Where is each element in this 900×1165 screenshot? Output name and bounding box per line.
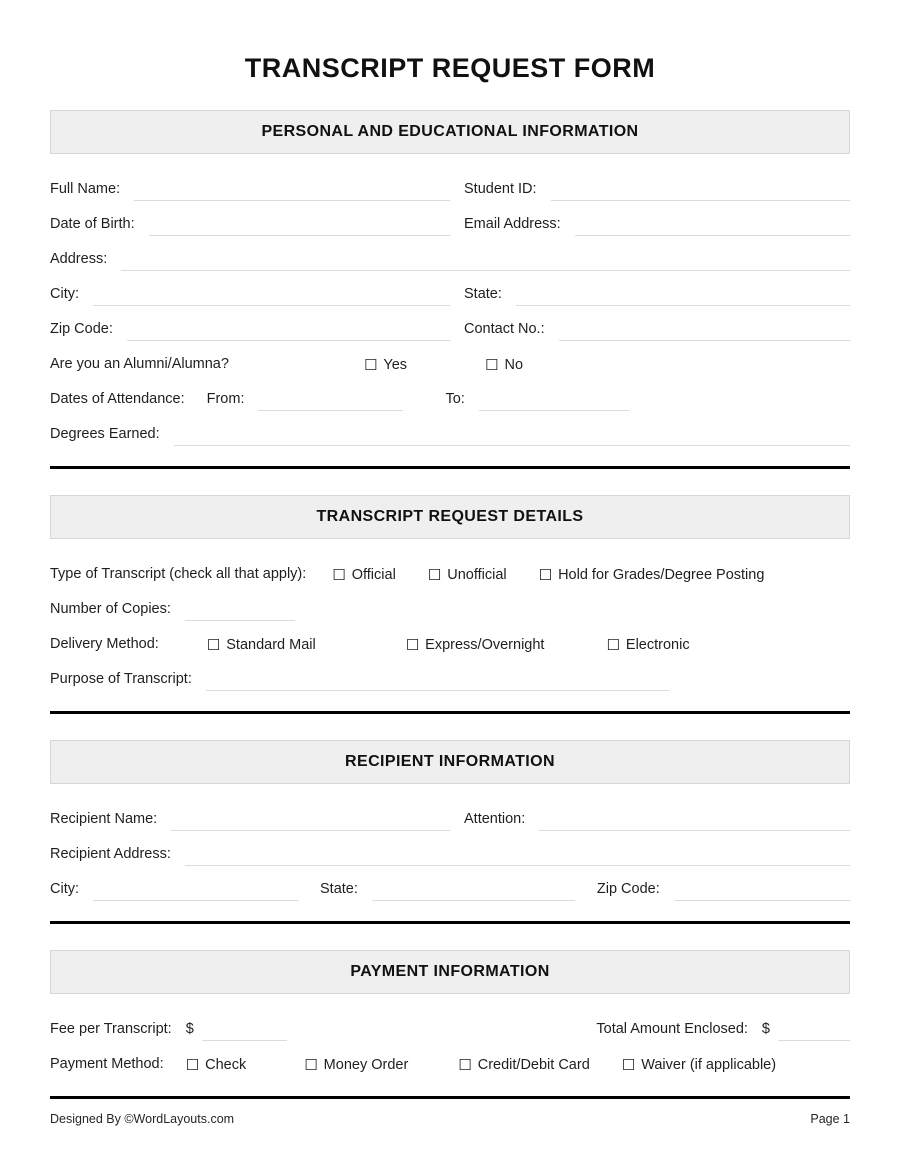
checkbox-icon: ☐ [363, 356, 378, 375]
row-recipient-name-attention [50, 796, 850, 831]
checkbox-alumni-no-label: No [504, 357, 524, 374]
section-header-personal [50, 110, 850, 154]
row-dates-of-attendance [50, 376, 850, 411]
row-zip-contact [50, 306, 850, 341]
checkbox-type-official-label: Official [351, 567, 396, 584]
checkbox-payment-check-label: Check [205, 1057, 247, 1074]
row-recipient-city-state-zip [50, 866, 850, 901]
label-recipient-city: City: [50, 881, 79, 898]
checkbox-icon: ☐ [538, 566, 553, 585]
label-fee-per-transcript: Fee per Transcript: [50, 1021, 172, 1038]
checkbox-icon: ☐ [485, 356, 499, 375]
input-recipient-zip-code[interactable] [674, 881, 850, 901]
label-recipient-name: Recipient Name: [50, 811, 158, 828]
label-purpose-of-transcript: Purpose of Transcript: [50, 671, 192, 688]
input-student-id[interactable] [551, 181, 850, 201]
label-recipient-state: State: [320, 881, 358, 898]
checkbox-type-official[interactable] [332, 567, 396, 586]
input-recipient-state[interactable] [372, 881, 575, 901]
input-purpose-of-transcript[interactable] [206, 671, 669, 691]
row-delivery-method [50, 621, 850, 656]
label-degrees-earned: Degrees Earned: [50, 426, 160, 443]
checkbox-alumni-yes[interactable] [364, 357, 407, 376]
checkbox-payment-money-order-label: Money Order [323, 1057, 409, 1074]
input-city[interactable] [93, 286, 450, 306]
checkbox-delivery-standard-mail-label: Standard Mail [226, 637, 316, 654]
checkbox-delivery-electronic[interactable] [606, 637, 689, 656]
input-address[interactable] [121, 251, 850, 271]
row-degrees-earned [50, 411, 850, 446]
label-state: State: [464, 286, 502, 303]
row-recipient-address [50, 831, 850, 866]
label-attention: Attention: [464, 811, 526, 828]
checkbox-delivery-standard-mail[interactable] [207, 637, 316, 656]
label-dates-of-attendance: Dates of Attendance: [50, 391, 185, 408]
checkbox-payment-waiver-label: Waiver (if applicable) [641, 1057, 777, 1074]
input-recipient-city[interactable] [93, 881, 298, 901]
input-contact-no[interactable] [559, 321, 850, 341]
footer-page-number: Page 1 [810, 1112, 850, 1127]
label-delivery-method: Delivery Method: [50, 636, 159, 653]
row-city-state [50, 271, 850, 306]
row-type-of-transcript [50, 551, 850, 586]
checkbox-icon: ☐ [621, 1056, 636, 1075]
label-email-address: Email Address: [464, 216, 561, 233]
request-details-fields [50, 539, 850, 691]
label-zip-code: Zip Code: [50, 321, 113, 338]
checkbox-alumni-no[interactable] [485, 357, 523, 376]
checkbox-type-unofficial-label: Unofficial [447, 567, 507, 584]
input-recipient-name[interactable] [171, 811, 450, 831]
label-recipient-zip-code: Zip Code: [596, 881, 660, 898]
row-dob-email [50, 201, 850, 236]
checkbox-delivery-express-label: Express/Overnight [425, 637, 545, 654]
checkbox-icon: ☐ [427, 566, 442, 585]
label-recipient-address: Recipient Address: [50, 846, 171, 863]
label-total-amount-enclosed: Total Amount Enclosed: [596, 1021, 748, 1038]
checkbox-payment-money-order[interactable] [304, 1057, 408, 1076]
personal-fields [50, 154, 850, 446]
label-alumni-question: Are you an Alumni/Alumna? [50, 356, 229, 373]
label-number-of-copies: Number of Copies: [50, 601, 171, 618]
label-city: City: [50, 286, 79, 303]
input-fee-per-transcript[interactable] [202, 1021, 287, 1041]
section-header-recipient [50, 740, 850, 784]
checkbox-icon: ☐ [332, 566, 346, 585]
footer-credit: Designed By ©WordLayouts.com [50, 1112, 235, 1127]
row-alumni [50, 341, 850, 376]
page-title: TRANSCRIPT REQUEST FORM [244, 53, 656, 83]
label-payment-method: Payment Method: [50, 1056, 164, 1073]
label-from: From: [206, 391, 245, 408]
row-address [50, 236, 850, 271]
row-fees [50, 1006, 850, 1041]
input-number-of-copies[interactable] [185, 601, 295, 621]
row-number-of-copies [50, 586, 850, 621]
checkbox-alumni-yes-label: Yes [383, 357, 408, 374]
input-attendance-from[interactable] [258, 391, 403, 411]
input-recipient-address[interactable] [185, 846, 850, 866]
label-contact-no: Contact No.: [464, 321, 545, 338]
label-to: To: [445, 391, 465, 408]
recipient-fields [50, 784, 850, 901]
input-state[interactable] [516, 286, 850, 306]
label-full-name: Full Name: [50, 181, 121, 198]
section-header-payment [50, 950, 850, 994]
checkbox-payment-credit-debit[interactable] [458, 1057, 589, 1076]
label-student-id: Student ID: [464, 181, 537, 198]
checkbox-icon: ☐ [606, 636, 620, 655]
input-full-name[interactable] [134, 181, 450, 201]
section-title-payment: PAYMENT INFORMATION [350, 963, 550, 981]
input-zip-code[interactable] [127, 321, 450, 341]
label-total-currency: $ [761, 1021, 770, 1038]
checkbox-icon: ☐ [405, 636, 420, 655]
input-date-of-birth[interactable] [149, 216, 450, 236]
checkbox-delivery-express[interactable] [406, 637, 545, 656]
checkbox-icon: ☐ [458, 1056, 472, 1075]
input-attendance-to[interactable] [479, 391, 629, 411]
label-type-of-transcript: Type of Transcript (check all that apply): [50, 566, 307, 583]
label-address: Address: [50, 251, 108, 268]
checkbox-payment-credit-debit-label: Credit/Debit Card [477, 1057, 590, 1074]
section-header-request-details [50, 495, 850, 539]
row-purpose-of-transcript [50, 656, 850, 691]
row-full-name-student-id [50, 166, 850, 201]
input-email-address[interactable] [575, 216, 850, 236]
row-payment-method [50, 1041, 850, 1076]
checkbox-icon: ☐ [304, 1056, 318, 1075]
checkbox-icon: ☐ [185, 1056, 200, 1075]
section-title-request-details: TRANSCRIPT REQUEST DETAILS [316, 508, 584, 526]
input-attention[interactable] [539, 811, 850, 831]
checkbox-type-hold-label: Hold for Grades/Degree Posting [558, 567, 765, 584]
checkbox-type-unofficial[interactable] [428, 567, 507, 586]
section-title-recipient: RECIPIENT INFORMATION [345, 753, 555, 771]
section-title-personal: PERSONAL AND EDUCATIONAL INFORMATION [261, 123, 639, 141]
checkbox-payment-check[interactable] [186, 1057, 247, 1076]
checkbox-icon: ☐ [206, 636, 221, 655]
checkbox-payment-waiver[interactable] [622, 1057, 776, 1076]
checkbox-type-hold[interactable] [539, 567, 765, 586]
footer [50, 1099, 850, 1126]
payment-fields [50, 994, 850, 1076]
checkbox-delivery-electronic-label: Electronic [625, 637, 690, 654]
label-date-of-birth: Date of Birth: [50, 216, 135, 233]
label-fee-currency: $ [185, 1021, 194, 1038]
input-total-amount-enclosed[interactable] [778, 1021, 850, 1041]
input-degrees-earned[interactable] [174, 426, 850, 446]
